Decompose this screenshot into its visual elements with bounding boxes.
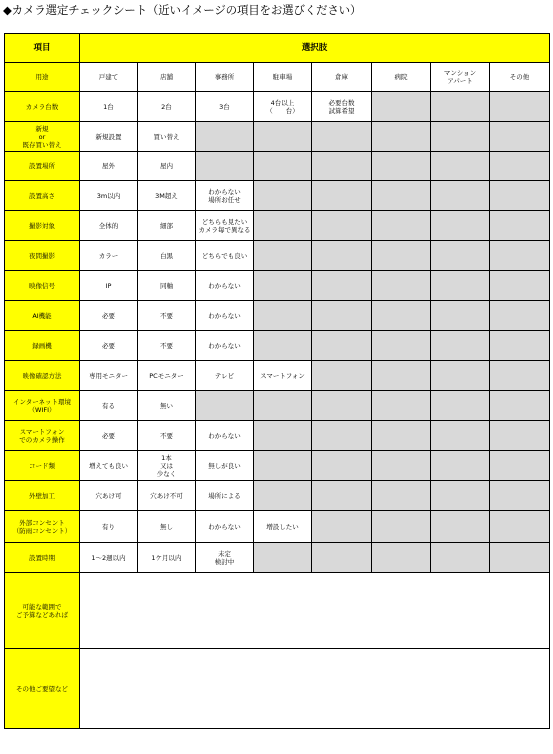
unavailable-cell bbox=[254, 122, 312, 152]
camera-selection-checksheet bbox=[4, 33, 550, 729]
unavailable-cell bbox=[372, 211, 431, 241]
table-row bbox=[5, 301, 550, 331]
unavailable-cell bbox=[431, 92, 490, 122]
option-cell[interactable]: 屋内 bbox=[138, 152, 196, 181]
option-cell[interactable]: 全体的 bbox=[80, 211, 138, 241]
unavailable-cell bbox=[431, 181, 490, 211]
unavailable-cell bbox=[431, 511, 490, 543]
item-label: 撮影対象 bbox=[5, 211, 80, 241]
option-cell[interactable]: 専用モニター bbox=[80, 361, 138, 391]
option-cell[interactable]: 必要 bbox=[80, 331, 138, 361]
option-cell[interactable]: 同軸 bbox=[138, 271, 196, 301]
unavailable-cell bbox=[431, 152, 490, 181]
unavailable-cell bbox=[254, 543, 312, 573]
item-label: カメラ台数 bbox=[5, 92, 80, 122]
option-cell[interactable]: 1〜2週以内 bbox=[80, 543, 138, 573]
option-cell[interactable]: 無しが良い bbox=[196, 451, 254, 481]
option-cell[interactable]: 4台以上 （ 台） bbox=[254, 92, 312, 122]
unavailable-cell bbox=[372, 331, 431, 361]
unavailable-cell bbox=[431, 543, 490, 573]
table-row bbox=[5, 241, 550, 271]
unavailable-cell bbox=[490, 181, 550, 211]
table-row bbox=[5, 271, 550, 301]
unavailable-cell bbox=[312, 331, 372, 361]
unavailable-cell bbox=[312, 481, 372, 511]
option-cell[interactable]: 1本 又は 少なく bbox=[138, 451, 196, 481]
unavailable-cell bbox=[312, 301, 372, 331]
table-row bbox=[5, 63, 550, 92]
unavailable-cell bbox=[312, 421, 372, 451]
option-cell[interactable]: 事務所 bbox=[196, 63, 254, 92]
unavailable-cell bbox=[312, 271, 372, 301]
option-cell[interactable]: わからない bbox=[196, 301, 254, 331]
unavailable-cell bbox=[312, 122, 372, 152]
header-options: 選択肢 bbox=[80, 34, 550, 63]
unavailable-cell bbox=[431, 211, 490, 241]
unavailable-cell bbox=[490, 331, 550, 361]
unavailable-cell bbox=[312, 451, 372, 481]
item-label: 録画機 bbox=[5, 331, 80, 361]
option-cell[interactable]: わからない bbox=[196, 271, 254, 301]
item-label: 設置場所 bbox=[5, 152, 80, 181]
unavailable-cell bbox=[312, 181, 372, 211]
option-cell[interactable]: どちらでも良い bbox=[196, 241, 254, 271]
unavailable-cell bbox=[196, 152, 254, 181]
option-cell[interactable]: 増設したい bbox=[254, 511, 312, 543]
table-row bbox=[5, 211, 550, 241]
option-cell[interactable]: 新規設置 bbox=[80, 122, 138, 152]
option-cell[interactable]: 戸建て bbox=[80, 63, 138, 92]
unavailable-cell bbox=[431, 391, 490, 421]
unavailable-cell bbox=[490, 152, 550, 181]
table-row bbox=[5, 361, 550, 391]
item-label: AI機能 bbox=[5, 301, 80, 331]
unavailable-cell bbox=[196, 391, 254, 421]
option-cell[interactable]: 場所による bbox=[196, 481, 254, 511]
item-label: スマートフォン でのカメラ操作 bbox=[5, 421, 80, 451]
unavailable-cell bbox=[372, 481, 431, 511]
option-cell[interactable]: カラー bbox=[80, 241, 138, 271]
option-cell[interactable]: 必要台数 試算希望 bbox=[312, 92, 372, 122]
unavailable-cell bbox=[372, 511, 431, 543]
option-cell[interactable]: 2台 bbox=[138, 92, 196, 122]
unavailable-cell bbox=[431, 481, 490, 511]
unavailable-cell bbox=[372, 92, 431, 122]
item-label: 外部コンセント （防雨コンセント） bbox=[5, 511, 80, 543]
unavailable-cell bbox=[372, 391, 431, 421]
unavailable-cell bbox=[490, 421, 550, 451]
unavailable-cell bbox=[490, 511, 550, 543]
option-cell[interactable]: 無し bbox=[138, 511, 196, 543]
table-row bbox=[5, 122, 550, 152]
unavailable-cell bbox=[254, 181, 312, 211]
unavailable-cell bbox=[254, 331, 312, 361]
table-row bbox=[5, 152, 550, 181]
unavailable-cell bbox=[254, 301, 312, 331]
unavailable-cell bbox=[372, 361, 431, 391]
unavailable-cell bbox=[372, 301, 431, 331]
unavailable-cell bbox=[490, 301, 550, 331]
notes-input-area[interactable] bbox=[80, 573, 550, 649]
unavailable-cell bbox=[196, 122, 254, 152]
unavailable-cell bbox=[431, 241, 490, 271]
unavailable-cell bbox=[490, 271, 550, 301]
unavailable-cell bbox=[254, 271, 312, 301]
option-cell[interactable]: 屋外 bbox=[80, 152, 138, 181]
notes-label: 可能な範囲で ご予算などあれば bbox=[5, 573, 80, 649]
option-cell[interactable]: 必要 bbox=[80, 421, 138, 451]
unavailable-cell bbox=[372, 543, 431, 573]
unavailable-cell bbox=[490, 481, 550, 511]
unavailable-cell bbox=[431, 271, 490, 301]
option-cell[interactable]: 駐車場 bbox=[254, 63, 312, 92]
item-label: 設置高さ bbox=[5, 181, 80, 211]
item-label: 外壁加工 bbox=[5, 481, 80, 511]
option-cell[interactable]: わからない bbox=[196, 421, 254, 451]
unavailable-cell bbox=[490, 211, 550, 241]
item-label: 映像信号 bbox=[5, 271, 80, 301]
option-cell[interactable]: 細部 bbox=[138, 211, 196, 241]
option-cell[interactable]: 穴あけ不可 bbox=[138, 481, 196, 511]
unavailable-cell bbox=[372, 271, 431, 301]
option-cell[interactable]: その他 bbox=[490, 63, 550, 92]
option-cell[interactable]: IP bbox=[80, 271, 138, 301]
option-cell[interactable]: 必要 bbox=[80, 301, 138, 331]
option-cell[interactable]: PCモニター bbox=[138, 361, 196, 391]
unavailable-cell bbox=[372, 181, 431, 211]
unavailable-cell bbox=[372, 421, 431, 451]
option-cell[interactable]: スマートフォン bbox=[254, 361, 312, 391]
unavailable-cell bbox=[431, 361, 490, 391]
table-row bbox=[5, 331, 550, 361]
option-cell[interactable]: 白黒 bbox=[138, 241, 196, 271]
table-row bbox=[5, 421, 550, 451]
option-cell[interactable]: テレビ bbox=[196, 361, 254, 391]
unavailable-cell bbox=[431, 421, 490, 451]
option-cell[interactable]: 不要 bbox=[138, 301, 196, 331]
option-cell[interactable]: 有る bbox=[80, 391, 138, 421]
unavailable-cell bbox=[372, 152, 431, 181]
table-row bbox=[5, 181, 550, 211]
option-cell[interactable]: 倉庫 bbox=[312, 63, 372, 92]
unavailable-cell bbox=[490, 122, 550, 152]
unavailable-cell bbox=[254, 211, 312, 241]
notes-row bbox=[5, 573, 550, 649]
sheet-title: ◆カメラ選定チェックシート（近いイメージの項目をお選びください） bbox=[3, 3, 362, 17]
option-cell[interactable]: 買い替え bbox=[138, 122, 196, 152]
unavailable-cell bbox=[490, 361, 550, 391]
option-cell[interactable]: 店舗 bbox=[138, 63, 196, 92]
unavailable-cell bbox=[254, 241, 312, 271]
option-cell[interactable]: わからない bbox=[196, 511, 254, 543]
option-cell[interactable]: 穴あけ可 bbox=[80, 481, 138, 511]
unavailable-cell bbox=[254, 451, 312, 481]
unavailable-cell bbox=[372, 241, 431, 271]
unavailable-cell bbox=[372, 451, 431, 481]
option-cell[interactable]: わからない bbox=[196, 331, 254, 361]
item-label: 夜間撮影 bbox=[5, 241, 80, 271]
item-label: インターネット環境 （WIFI） bbox=[5, 391, 80, 421]
option-cell[interactable]: 1ケ月以内 bbox=[138, 543, 196, 573]
unavailable-cell bbox=[490, 92, 550, 122]
table-row bbox=[5, 543, 550, 573]
unavailable-cell bbox=[490, 451, 550, 481]
notes-row bbox=[5, 649, 550, 729]
unavailable-cell bbox=[372, 122, 431, 152]
unavailable-cell bbox=[490, 543, 550, 573]
unavailable-cell bbox=[490, 241, 550, 271]
option-cell[interactable]: 病院 bbox=[372, 63, 431, 92]
option-cell[interactable]: マンション アパート bbox=[431, 63, 490, 92]
item-label: 用途 bbox=[5, 63, 80, 92]
item-label: 設置時期 bbox=[5, 543, 80, 573]
unavailable-cell bbox=[254, 421, 312, 451]
unavailable-cell bbox=[312, 391, 372, 421]
unavailable-cell bbox=[490, 391, 550, 421]
option-cell[interactable]: 増えても良い bbox=[80, 451, 138, 481]
unavailable-cell bbox=[312, 361, 372, 391]
option-cell[interactable]: どちらも見たい カメラ毎で異なる bbox=[196, 211, 254, 241]
table-row bbox=[5, 391, 550, 421]
unavailable-cell bbox=[431, 122, 490, 152]
option-cell[interactable]: 1台 bbox=[80, 92, 138, 122]
table-row bbox=[5, 481, 550, 511]
option-cell[interactable]: 3m以内 bbox=[80, 181, 138, 211]
option-cell[interactable]: 無い bbox=[138, 391, 196, 421]
unavailable-cell bbox=[254, 481, 312, 511]
unavailable-cell bbox=[312, 152, 372, 181]
header-row bbox=[5, 34, 550, 63]
item-label: コード類 bbox=[5, 451, 80, 481]
item-label: 新規 or 既存買い替え bbox=[5, 122, 80, 152]
option-cell[interactable]: 未定 検討中 bbox=[196, 543, 254, 573]
table-row bbox=[5, 511, 550, 543]
unavailable-cell bbox=[254, 391, 312, 421]
option-cell[interactable]: 有り bbox=[80, 511, 138, 543]
option-cell[interactable]: 不要 bbox=[138, 421, 196, 451]
notes-label: その他ご要望など bbox=[5, 649, 80, 729]
unavailable-cell bbox=[312, 543, 372, 573]
unavailable-cell bbox=[312, 511, 372, 543]
option-cell[interactable]: 3M超え bbox=[138, 181, 196, 211]
notes-input-area[interactable] bbox=[80, 649, 550, 729]
option-cell[interactable]: 不要 bbox=[138, 331, 196, 361]
unavailable-cell bbox=[254, 152, 312, 181]
unavailable-cell bbox=[431, 451, 490, 481]
unavailable-cell bbox=[431, 331, 490, 361]
unavailable-cell bbox=[312, 241, 372, 271]
unavailable-cell bbox=[312, 211, 372, 241]
option-cell[interactable]: 3台 bbox=[196, 92, 254, 122]
unavailable-cell bbox=[431, 301, 490, 331]
table-row bbox=[5, 92, 550, 122]
header-item: 項目 bbox=[5, 34, 80, 63]
option-cell[interactable]: わからない 場所お任せ bbox=[196, 181, 254, 211]
item-label: 映像確認方法 bbox=[5, 361, 80, 391]
table-row bbox=[5, 451, 550, 481]
